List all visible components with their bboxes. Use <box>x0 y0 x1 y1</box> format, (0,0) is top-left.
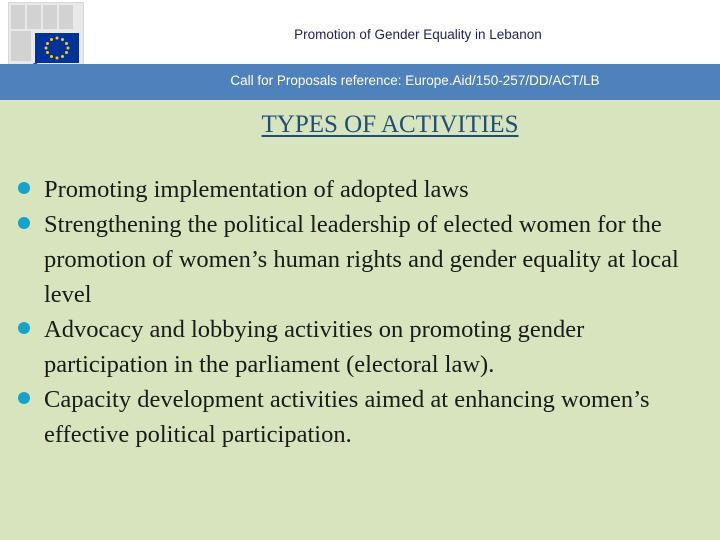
bullet-icon <box>18 217 30 229</box>
slide-heading: TYPES OF ACTIVITIES <box>261 111 519 138</box>
bullet-icon <box>18 392 30 404</box>
proposal-reference: Call for Proposals reference: Europe.Aid/150-257/DD/ACT/LB <box>230 73 600 88</box>
list-item <box>18 382 708 452</box>
list-item-text: Promoting implementation of adopted laws <box>44 176 469 203</box>
list-item <box>18 207 708 312</box>
activity-list <box>18 172 708 452</box>
bullet-icon <box>18 322 30 334</box>
bullet-icon <box>18 182 30 194</box>
list-item-text: Advocacy and lobbying activities on promoting gender participation in the parliament (electoral law). <box>44 316 585 378</box>
slide-header <box>0 0 720 100</box>
list-item <box>18 172 708 207</box>
list-item-text: Capacity development activities aimed at enhancing women’s effective political participation. <box>44 386 650 448</box>
project-title: Promotion of Gender Equality in Lebanon <box>294 27 542 42</box>
list-item-text: Strengthening the political leadership of elected women for the promotion of women’s human rights and gender equality at local level <box>44 211 679 308</box>
list-item <box>18 312 708 382</box>
